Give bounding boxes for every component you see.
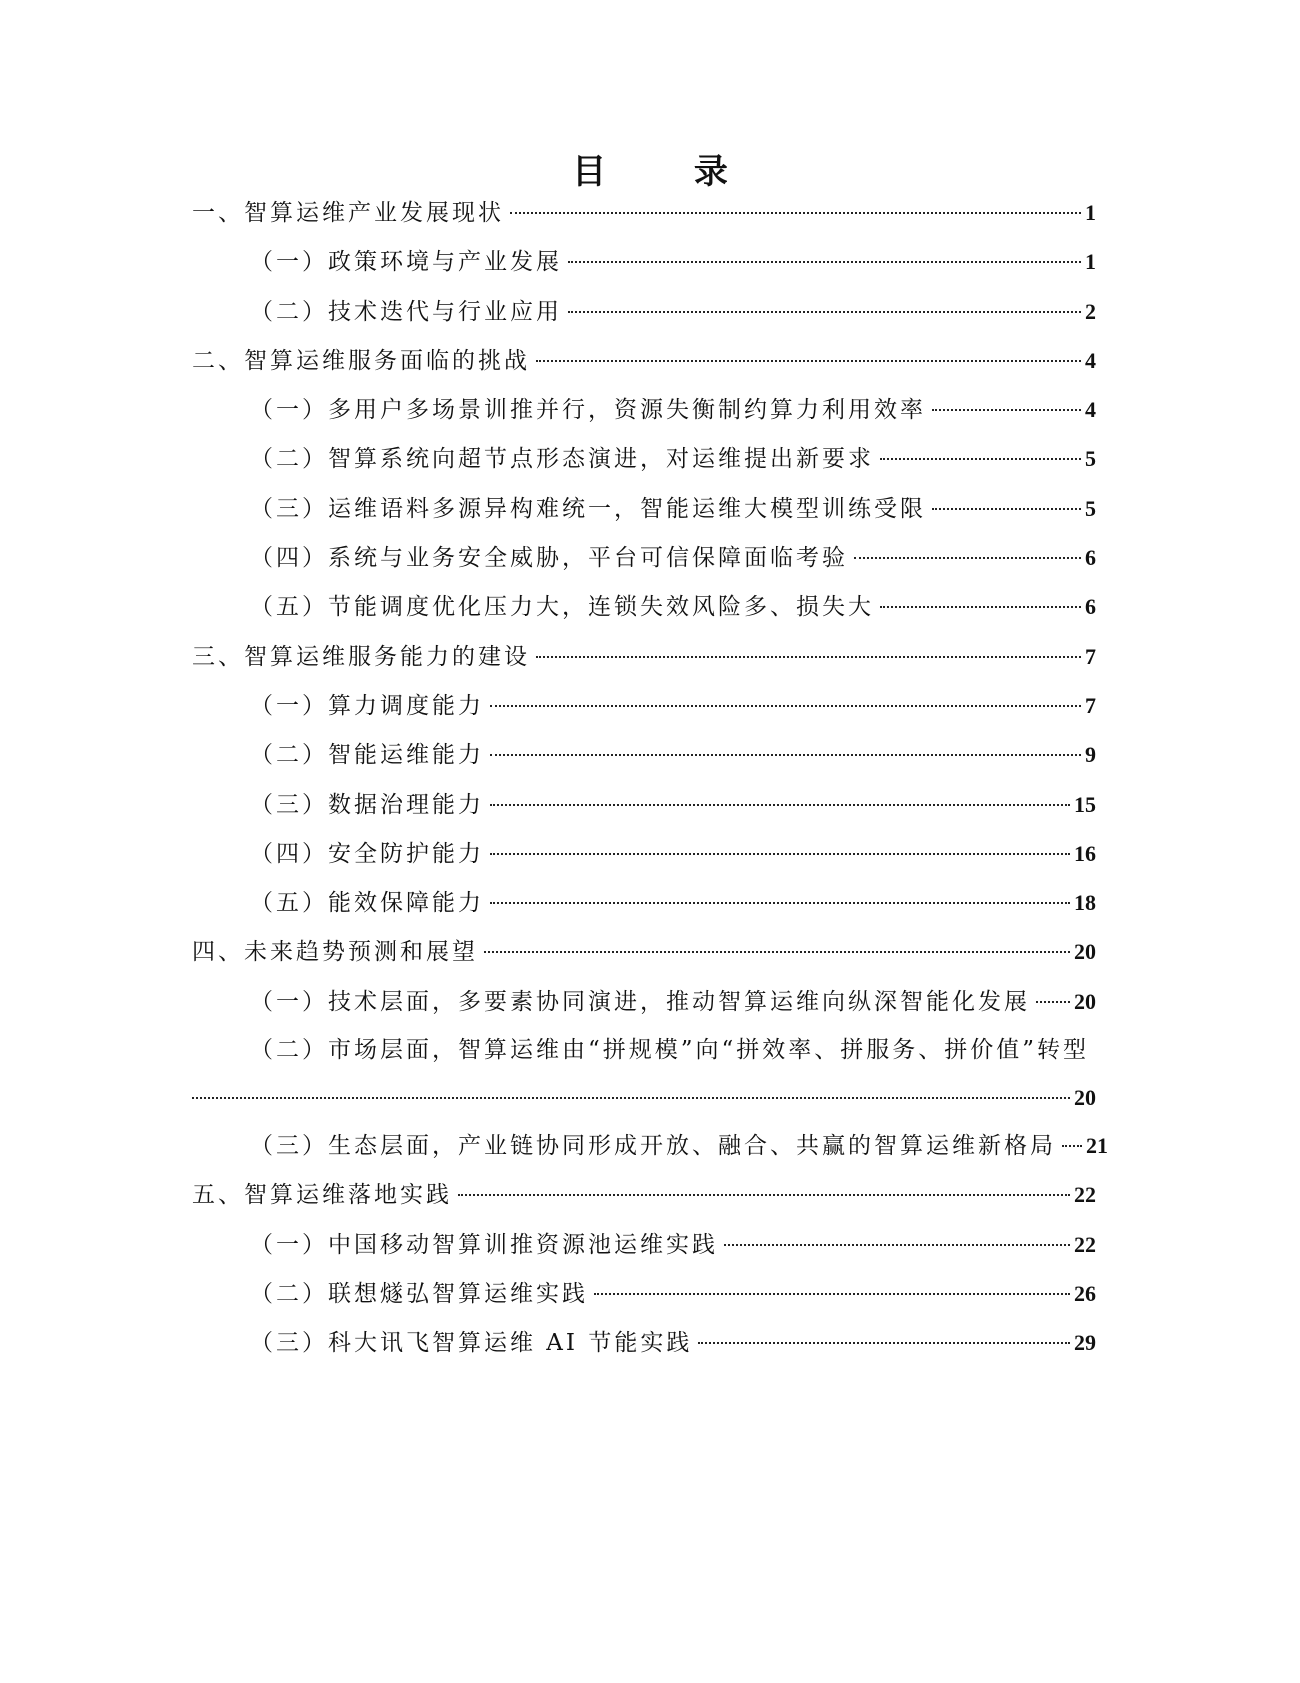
toc-entry-text: （三）生态层面，产业链协同形成开放、融合、共赢的智算运维新格局 [250,1133,1056,1160]
toc-page-number: 22 [1074,1231,1096,1257]
toc-page-number: 2 [1085,298,1096,324]
toc-entry-text: （五）能效保障能力 [250,890,484,917]
toc-entry-text: （四）安全防护能力 [250,840,484,867]
toc-entry-text: （四）系统与业务安全威胁，平台可信保障面临考验 [250,545,848,572]
dot-leader [536,360,1081,362]
toc-entry-section-5[interactable] [192,1170,1096,1219]
toc-page-number: 20 [1074,988,1096,1014]
toc-entry-2-1[interactable] [192,385,1096,434]
toc-entry-3-1[interactable] [192,681,1096,730]
toc-page-number: 20 [1074,1085,1096,1111]
toc-entry-1-1[interactable] [192,237,1096,286]
toc-entry-text: （一）政策环境与产业发展 [250,249,562,276]
toc-entry-5-3[interactable] [192,1318,1096,1367]
toc-page-number: 4 [1085,347,1096,373]
toc-entry-text: 五、智算运维落地实践 [192,1182,452,1209]
toc-entry-section-2[interactable] [192,336,1096,385]
dot-leader [484,951,1070,953]
toc-entry-text: （一）技术层面，多要素协同演进，推动智算运维向纵深智能化发展 [250,988,1030,1015]
toc-page-number: 18 [1074,890,1096,916]
toc-page-number: 5 [1085,446,1096,472]
toc-page-number: 6 [1085,594,1096,620]
dot-leader [932,409,1081,411]
toc-entry-4-3[interactable] [192,1121,1108,1170]
dot-leader [510,212,1081,214]
dot-leader [880,458,1081,460]
toc-entry-text: （一）算力调度能力 [250,692,484,719]
toc-entry-text: 四、未来趋势预测和展望 [192,939,478,966]
toc-entry-text: （二）联想燧弘智算运维实践 [250,1280,588,1307]
toc-entry-text: （一）中国移动智算训推资源池运维实践 [250,1231,718,1258]
toc-page-number: 22 [1074,1182,1096,1208]
toc-page-number: 9 [1085,742,1096,768]
toc-entry-text: （二）市场层面，智算运维由“拼规模”向“拼效率、拼服务、拼价值”转型 [250,1037,1090,1064]
toc-page-number: 4 [1085,397,1096,423]
toc-page-number: 7 [1085,643,1096,669]
toc-entry-2-3[interactable] [192,484,1096,533]
toc-entry-text: （五）节能调度优化压力大，连锁失效风险多、损失大 [250,594,874,621]
dot-leader [490,705,1081,707]
dot-leader [594,1293,1070,1295]
toc-entry-2-4[interactable] [192,533,1096,582]
toc-entry-4-1[interactable] [192,977,1096,1026]
toc-entry-section-4[interactable] [192,927,1096,976]
toc-page-number: 1 [1085,249,1096,275]
toc-entry-3-3[interactable] [192,780,1096,829]
dot-leader [698,1342,1070,1344]
toc-page-number: 5 [1085,495,1096,521]
toc-page-number: 6 [1085,545,1096,571]
toc-page-number: 15 [1074,791,1096,817]
toc-entry-text: （二）智算系统向超节点形态演进，对运维提出新要求 [250,446,874,473]
toc-entry-text: 二、智算运维服务面临的挑战 [192,347,530,374]
dot-leader [192,1097,1070,1099]
dot-leader [490,804,1070,806]
toc-entry-3-4[interactable] [192,829,1096,878]
toc-entry-text: （一）多用户多场景训推并行，资源失衡制约算力利用效率 [250,397,926,424]
dot-leader [854,557,1081,559]
toc-entry-2-5[interactable] [192,582,1096,631]
toc-entry-continuation [192,1075,1096,1121]
toc-entry-section-3[interactable] [192,632,1096,681]
dot-leader [932,508,1081,510]
toc-entry-section-1[interactable] [192,188,1096,237]
toc-page-number: 26 [1074,1280,1096,1306]
dot-leader [568,261,1081,263]
toc-entry-text: （二）智能运维能力 [250,742,484,769]
toc-page-number: 29 [1074,1330,1096,1356]
toc-page-number: 20 [1074,939,1096,965]
dot-leader [1036,1001,1070,1003]
toc-entry-4-2[interactable] [192,1026,1096,1121]
toc-entry-text: （三）数据治理能力 [250,791,484,818]
toc-entry-3-2[interactable] [192,730,1096,779]
dot-leader [1062,1145,1082,1147]
dot-leader [458,1194,1070,1196]
toc-entry-5-2[interactable] [192,1269,1096,1318]
toc-entry-2-2[interactable] [192,434,1096,483]
toc-entry-text: （二）技术迭代与行业应用 [250,298,562,325]
toc-entry-3-5[interactable] [192,878,1096,927]
dot-leader [568,311,1081,313]
dot-leader [724,1244,1070,1246]
toc-entry-1-2[interactable] [192,287,1096,336]
toc-entry-text: （三）运维语料多源异构难统一，智能运维大模型训练受限 [250,495,926,522]
table-of-contents [192,188,1108,1368]
dot-leader [490,754,1081,756]
page-title: 目 录 [572,152,766,192]
toc-entry-text: 一、智算运维产业发展现状 [192,200,504,226]
toc-page-number: 7 [1085,692,1096,718]
toc-entry-5-1[interactable] [192,1220,1096,1269]
dot-leader [490,853,1070,855]
toc-page-number: 21 [1086,1133,1108,1159]
dot-leader [536,656,1081,658]
dot-leader [490,902,1070,904]
toc-entry-text: 三、智算运维服务能力的建设 [192,643,530,670]
dot-leader [880,606,1081,608]
toc-entry-text: （三）科大讯飞智算运维 AI 节能实践 [250,1330,693,1357]
toc-page-number: 16 [1074,840,1096,866]
toc-page-number: 1 [1085,200,1096,225]
